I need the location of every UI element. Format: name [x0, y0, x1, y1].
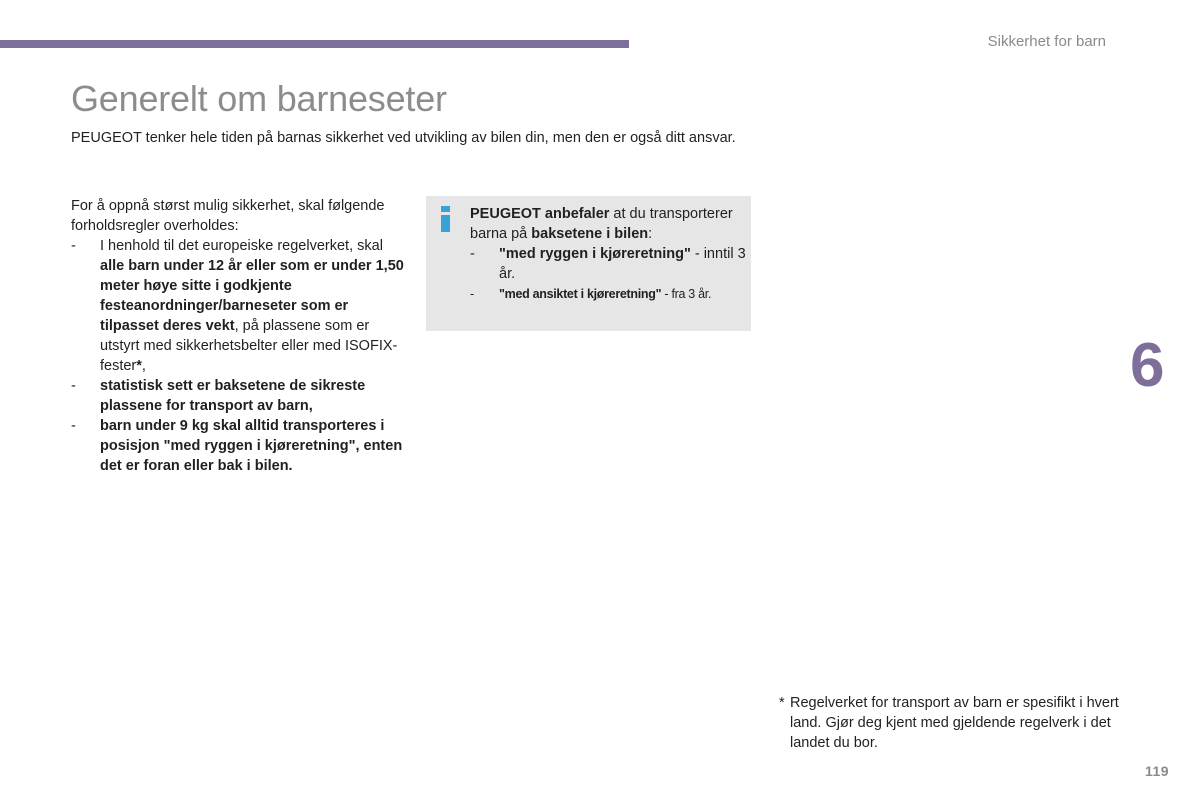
info-icon: [440, 206, 452, 232]
info-list: [470, 244, 748, 304]
item-text: ,: [141, 358, 146, 374]
footnote: [779, 693, 1119, 753]
list-item: [470, 244, 748, 284]
list-item: [470, 284, 748, 304]
list-item: [71, 236, 406, 376]
section-header: Sikkerhet for barn: [987, 33, 1106, 50]
footnote-marker: *: [136, 358, 142, 374]
dash-bullet: -: [470, 287, 474, 301]
item-text: , på plassene som er utstyrt med sikkerhetsbelter eller med ISOFIX-fester: [100, 318, 398, 374]
info-bold-text: baksetene i bilen: [531, 226, 649, 242]
info-recommendation: [470, 204, 748, 244]
item-bold-text: "med ryggen i kjøreretning": [499, 246, 691, 262]
item-text: - inntil 3 år.: [499, 246, 746, 282]
dash-bullet: -: [71, 418, 76, 434]
info-text: [470, 204, 748, 304]
footnote-marker: *: [779, 695, 785, 711]
header-accent-bar: [0, 40, 629, 48]
item-text: - fra 3 år.: [661, 287, 712, 301]
precautions-column: [71, 196, 406, 476]
dash-bullet: -: [71, 378, 76, 394]
intro-paragraph: PEUGEOT tenker hele tiden på barnas sikkerhet ved utvikling av bilen din, men den er også ditt ansvar.: [71, 130, 736, 146]
page-number: 119: [1145, 763, 1170, 779]
info-brand-bold: PEUGEOT anbefaler: [470, 206, 610, 222]
list-item: [71, 376, 406, 416]
info-text-part: :: [648, 226, 653, 242]
chapter-number: 6: [1130, 331, 1165, 400]
footnote-text: Regelverket for transport av barn er spesifikt i hvert land. Gjør deg kjent med gjeldende regelverk i det landet du bor.: [790, 695, 1119, 751]
item-bold-text: alle barn under 12 år eller som er under 1,50 meter høye sitte i godkjente festeanordninger/barneseter som er tilpasset deres vekt: [100, 258, 404, 334]
info-box: [426, 196, 751, 331]
item-bold-text: "med ansiktet i kjøreretning": [499, 287, 662, 301]
item-text: I henhold til det europeiske regelverket, skal: [100, 238, 383, 254]
list-item: [71, 416, 406, 476]
item-bold-text: barn under 9 kg skal alltid transporteres i posisjon "med ryggen i kjøreretning", enten det er foran eller bak i bilen.: [100, 418, 403, 474]
info-text-part: at du transporterer barna på: [470, 206, 733, 242]
dash-bullet: -: [470, 246, 475, 262]
dash-bullet: -: [71, 238, 76, 254]
item-bold-text: statistisk sett er baksetene de sikreste plassene for transport av barn,: [100, 378, 366, 414]
page-title: Generelt om barneseter: [71, 78, 447, 119]
precautions-lead: For å oppnå størst mulig sikkerhet, skal følgende forholdsregler overholdes:: [71, 198, 385, 234]
precautions-list: [71, 236, 406, 476]
